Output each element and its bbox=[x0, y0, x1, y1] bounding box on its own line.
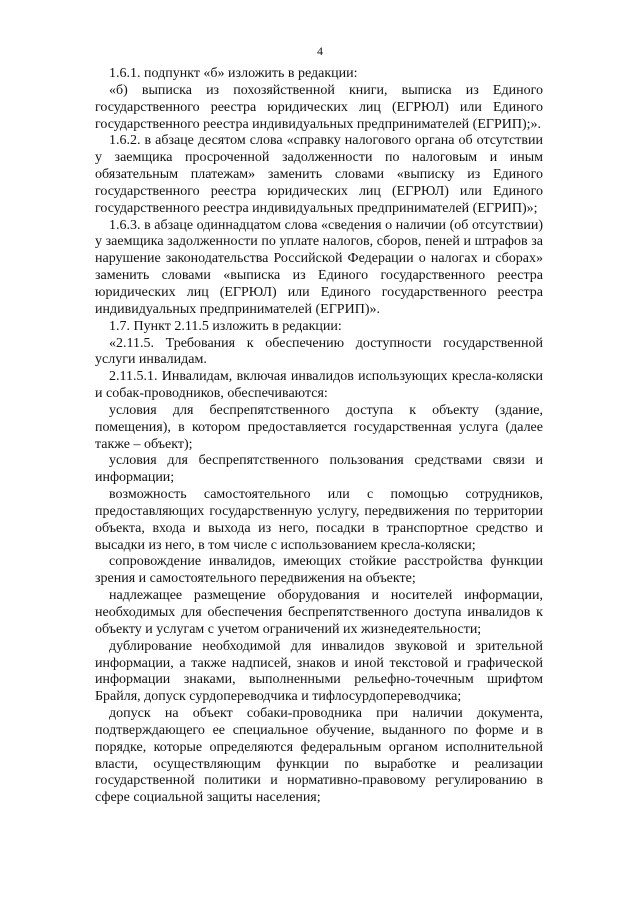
paragraph: возможность самостоятельного или с помощью сотрудников, предоставляющих государственную услугу, передвижения по территории объекта, входа и выхода из него, посадки в транспортное средство и высадки из него, в том числе с использованием кресла-коляски; bbox=[95, 487, 543, 553]
paragraph: «б) выписка из похозяйственной книги, выписка из Единого государственного реестра юридических лиц (ЕГРЮЛ) или Единого государственного реестра индивидуальных предпринимателей (ЕГРИП);». bbox=[95, 82, 543, 132]
paragraph: 1.7. Пункт 2.11.5 изложить в редакции: bbox=[109, 318, 342, 334]
paragraph: дублирование необходимой для инвалидов звуковой и зрительной информации, а также надписей, знаков и иной текстовой и графической информации знаками, выполненными рельефно-точечным шрифтом Брайля, допуск сурдопереводчика и тифлосурдопереводчика; bbox=[95, 638, 543, 705]
paragraph: сопровождение инвалидов, имеющих стойкие расстройства функции зрения и самостоятельного передвижения на объекте; bbox=[95, 554, 543, 587]
paragraph: «2.11.5. Требования к обеспечению доступности государственной услуги инвалидам. bbox=[95, 335, 543, 368]
document-body bbox=[95, 66, 543, 807]
paragraph: условия для беспрепятственного пользования средствами связи и информации; bbox=[95, 453, 543, 486]
paragraph: 1.6.2. в абзаце десятом слова «справку налогового органа об отсутствии у заемщика просроченной задолженности по налоговым и иным обязательным платежам» заменить словами «выписку из Единого государственного реестра юридических лиц (ЕГРЮЛ) или Единого государственного реестра индивидуальных предпринимателей (ЕГРИП)»; bbox=[95, 133, 543, 216]
paragraph: условия для беспрепятственного доступа к объекту (здание, помещения), в котором предоставляется государственная услуга (далее также – объект); bbox=[95, 402, 543, 452]
paragraph: допуск на объект собаки-проводника при наличии документа, подтверждающего ее специальное обучение, выданного по форме и в порядке, которые определяются федеральным органом исполнительной власти, осуществляющим функции по выработке и реализации государственной политики и нормативно-правовому регулированию в сфере социальной защиты населения; bbox=[95, 706, 543, 806]
paragraph: 1.6.1. подпункт «б» изложить в редакции: bbox=[109, 66, 358, 81]
paragraph: 1.6.3. в абзаце одиннадцатом слова «сведения о наличии (об отсутствии) у заемщика задолженности по уплате налогов, сборов, пеней и штрафов за нарушение законодательства Российской Федерации о налогах и сборах» заменить словами «выписка из Единого государственного реестра юридических лиц (ЕГРЮЛ) или Единого государственного реестра индивидуальных предпринимателей (ЕГРИП)». bbox=[95, 217, 543, 317]
paragraph: 2.11.5.1. Инвалидам, включая инвалидов использующих кресла-коляски и собак-проводников, обеспечиваются: bbox=[95, 369, 543, 402]
paragraph: надлежащее размещение оборудования и носителей информации, необходимых для обеспечения беспрепятственного доступа инвалидов к объекту и услугам с учетом ограничений их жизнедеятельности; bbox=[95, 588, 543, 637]
page-number: 4 bbox=[317, 44, 323, 58]
